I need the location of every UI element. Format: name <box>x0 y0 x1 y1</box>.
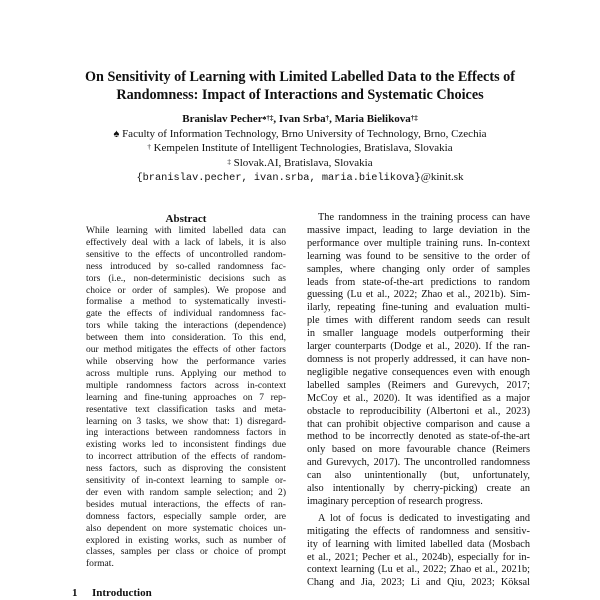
section-heading <box>72 587 152 600</box>
abstract-line: choice or order of samples). We propose and <box>86 284 286 296</box>
paragraph-line: leads from state-of-the-art predictions to random <box>307 276 530 288</box>
abstract-line: domness factors, especially sample order, are <box>86 510 286 522</box>
abstract-line: effectively deal with a lack of labels, it is also <box>86 236 286 248</box>
paragraph-line: also intentionally by cherry-picking) create an <box>307 483 530 495</box>
affiliation-text: Kempelen Institute of Intelligent Technologies, Bratislava, Slovakia <box>150 142 453 155</box>
right-column-body <box>307 212 530 590</box>
author-separator: , <box>273 113 279 125</box>
paragraph-line: domness is not properly addressed, it can have non- <box>307 353 530 365</box>
paragraph-line: Chang and Jia, 2023; Li and Qiu, 2023; Köksal <box>307 577 530 589</box>
author-email <box>40 170 560 186</box>
section-number: 1 <box>72 587 78 599</box>
affiliation <box>40 141 560 156</box>
paragraph-line: McCoy et al., 2020). It was identified as a major <box>307 392 530 404</box>
author-separator: , <box>329 113 335 125</box>
abstract-line: ness factors, such as disproving the consistent <box>86 463 286 475</box>
abstract-line: also dependent on more systematic choices un- <box>86 522 286 534</box>
abstract-line: across multiple runs. Applying our method to <box>86 367 286 379</box>
paragraph-line: massive impact, leading to large deviation in the <box>307 224 530 236</box>
abstract-line: existing works led to inconsistent findings due <box>86 439 286 451</box>
paper-title <box>40 68 560 104</box>
section-title: Introduction <box>92 587 152 599</box>
author-list <box>40 112 560 127</box>
paragraph-line: labelled samples (Reimers and Gurevych, 2017; <box>307 379 530 391</box>
abstract-line: ness introduced by so-called randomness fac- <box>86 260 286 272</box>
paragraph-line: performance over multiple training runs. In-context <box>307 237 530 249</box>
abstract-line: our method mitigates the effects of other factors <box>86 344 286 356</box>
paragraph-line: mitigating the effects of randomness and sensitiv- <box>307 525 530 537</box>
affiliation-mark: † <box>147 143 151 152</box>
paragraph-line: in smaller language models outperforming their <box>307 328 530 340</box>
author-block <box>40 112 560 186</box>
abstract-line: tors (i.e., non-deterministic decisions such as <box>86 272 286 284</box>
abstract-body <box>86 225 286 570</box>
author-marks: ♠†‡ <box>262 114 274 122</box>
paragraph-line: method to be incorrectly denoted as state-of-the-art <box>307 431 530 443</box>
abstract-line: besides mutual interactions, the effects of ran- <box>86 498 286 510</box>
title-line: On Sensitivity of Learning with Limited Labelled Data to the Effects of <box>85 69 515 85</box>
abstract-line: ing interactions between randomness factors in <box>86 427 286 439</box>
author-name: Ivan Srba <box>278 113 326 125</box>
email-users: {branislav.pecher, ivan.srba, maria.bielikova} <box>136 172 421 185</box>
abstract-line: sensitive to the effects of uncontrolled random- <box>86 248 286 260</box>
abstract-line: to incorrect attribution of the effects of random- <box>86 451 286 463</box>
abstract-line: formalise a method to systematically investi- <box>86 296 286 308</box>
paragraph-line: The randomness in the training process can have <box>318 212 530 223</box>
abstract-line: between them into consideration. To this end, <box>86 332 286 344</box>
paragraph-line: ple times with different random seeds can result <box>307 315 530 327</box>
affiliation-mark: ‡ <box>227 157 231 166</box>
author-name: Branislav Pecher <box>182 113 263 125</box>
paragraph-line: context learning (Lu et al., 2022; Zhao et al., 2021b; <box>307 564 530 576</box>
paragraph-line: et al., 2021; Pecher et al., 2024b), especially for in- <box>307 551 530 563</box>
email-domain: @kinit.sk <box>420 171 464 184</box>
paragraph-line: obstacle to reproducibility (Albertoni et al., 2023) <box>307 405 530 417</box>
abstract-line: multiple randomness factors across in-context <box>86 379 286 391</box>
abstract-line: While learning with limited labelled data can <box>86 225 286 236</box>
author-marks: † <box>325 114 330 122</box>
abstract-line: learning and fine-tuning approaches on 7 rep- <box>86 391 286 403</box>
affiliation <box>40 127 560 142</box>
paragraph <box>307 513 530 590</box>
abstract-line: explored in existing works, such as number of <box>86 534 286 546</box>
affiliation-mark: ♠ <box>113 127 120 140</box>
abstract-line: der even with random sample selection; and 2) <box>86 486 286 498</box>
paragraph-line: learning was found to be sensitive to the order of <box>307 250 530 262</box>
abstract-line: gate the effects of individual randomness fac- <box>86 308 286 320</box>
abstract-heading: Abstract <box>165 213 207 225</box>
paragraph-line: that can prohibit objective comparison and cause a <box>307 418 530 430</box>
paragraph-line: can also unintentionally (but, unfortunately, <box>307 470 530 482</box>
paragraph-line: ilarly, repeating fine-tuning and evaluation multi- <box>307 302 530 314</box>
author-name: Maria Bielikova <box>334 113 411 125</box>
affiliation-text: Faculty of Information Technology, Brno University of Technology, Brno, Czechia <box>119 127 487 140</box>
affiliation <box>40 156 560 171</box>
author-marks: †‡ <box>410 114 418 122</box>
paragraph-line: A lot of focus is dedicated to investigating and <box>318 512 530 524</box>
paragraph <box>307 212 530 509</box>
abstract-line: classes, samples per class or choice of prompt <box>86 546 286 558</box>
paragraph-line: larger counterparts (Dodge et al., 2020). If the ran- <box>307 341 530 353</box>
paragraph-line: only based on more favourable chance (Reimers <box>307 444 530 456</box>
paragraph-line: ity of learning with limited labelled data (Mosbach <box>307 538 530 550</box>
affiliation-text: Slovak.AI, Bratislava, Slovakia <box>230 156 373 169</box>
paragraph-line: imaginary perception of research progress. <box>307 495 483 507</box>
paragraph-line: negligible negative consequences even with enough <box>307 366 530 378</box>
abstract-line: resentative text classification tasks and meta- <box>86 403 286 415</box>
abstract-line: learning on 3 tasks, we show that: 1) disregard- <box>86 415 286 427</box>
paragraph-line: guessing (Lu et al., 2022; Zhao et al., 2021b). Sim- <box>307 289 530 301</box>
abstract-line: format. <box>86 558 114 570</box>
abstract-line: sensitivity of in-context learning to sample or- <box>86 475 286 487</box>
title-line: Randomness: Impact of Interactions and Systematic Choices <box>116 87 484 103</box>
abstract-line: while observing how the performance varies <box>86 355 286 367</box>
abstract-line: tors while taking the interactions (dependence) <box>86 320 286 332</box>
paragraph-line: samples, where changing only order of samples <box>307 263 530 275</box>
paragraph-line: and Gurevych, 2017). The uncontrolled randomness <box>307 457 530 469</box>
